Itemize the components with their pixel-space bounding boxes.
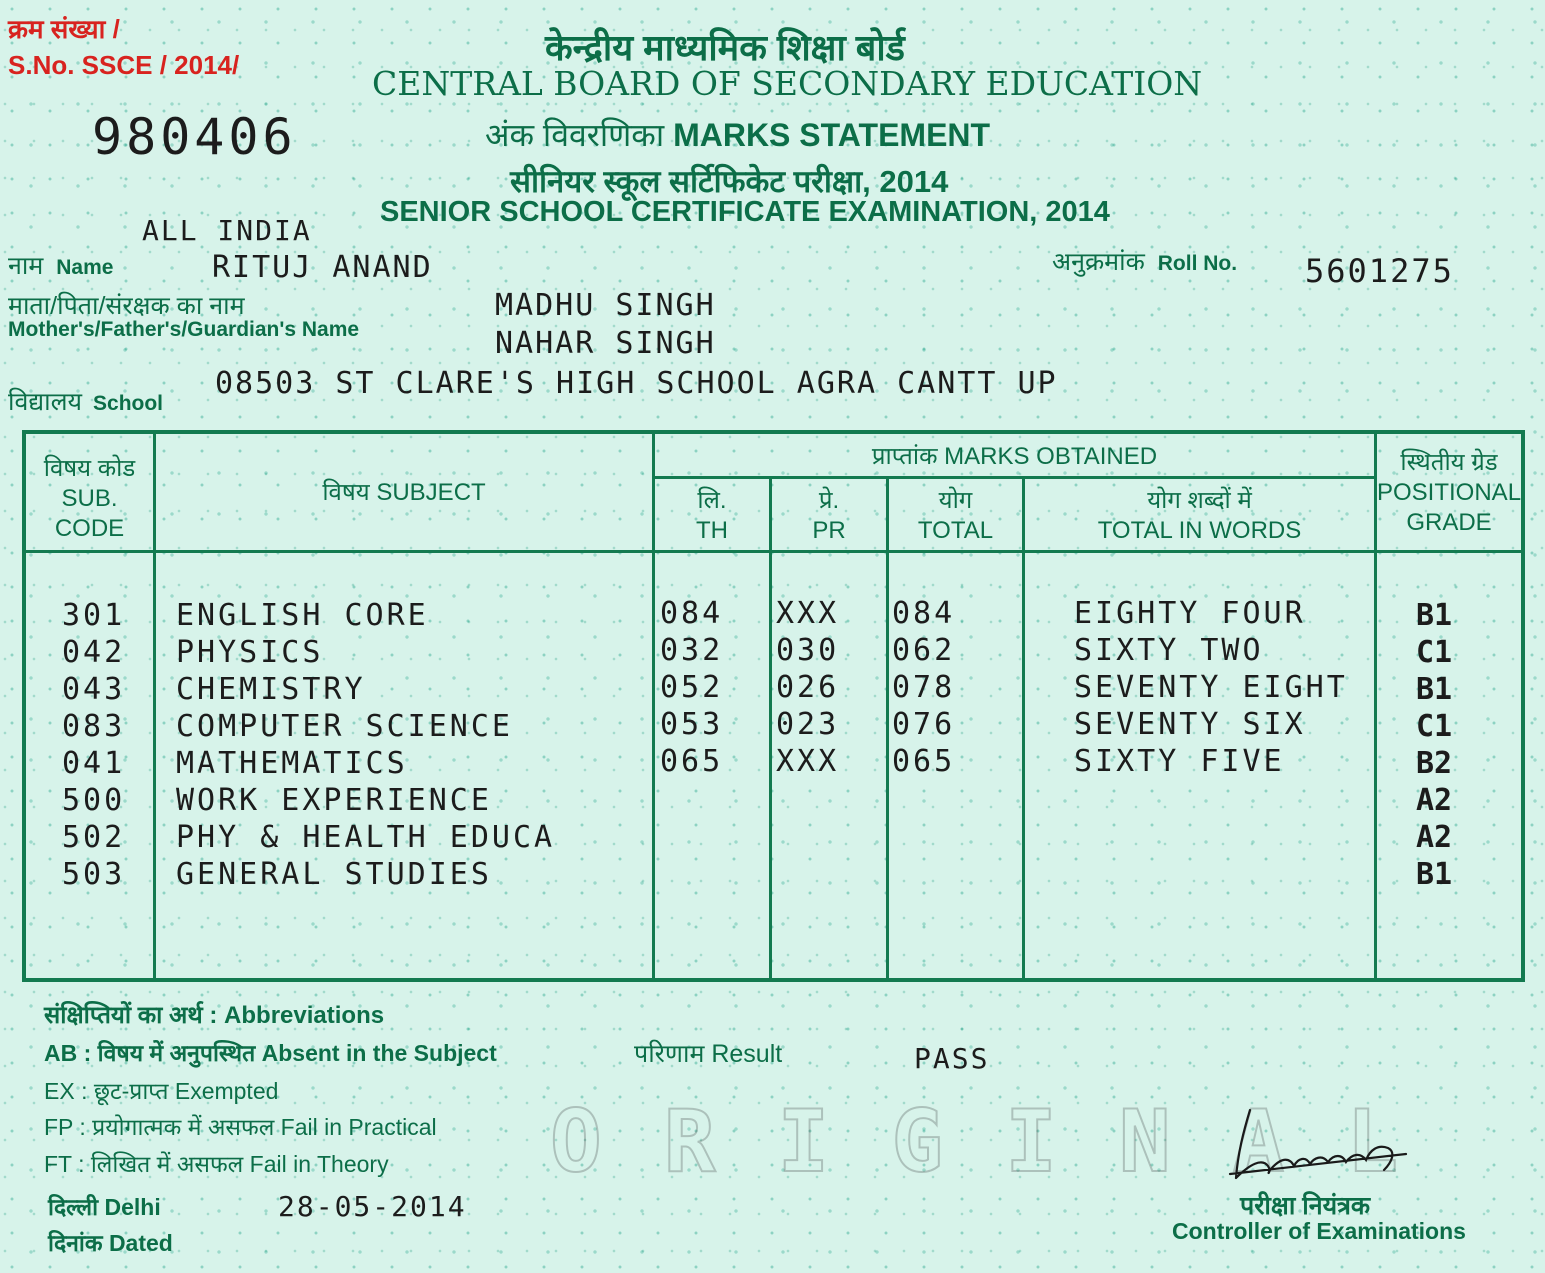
name-label-hindi: नाम: [8, 252, 44, 280]
row-code: 502: [62, 820, 126, 855]
row-grade: A2: [1416, 820, 1453, 855]
row-th: 065: [660, 744, 724, 779]
abbreviation-ft: FT : लिखित में असफल Fail in Theory: [44, 1151, 389, 1177]
row-th: 032: [660, 633, 724, 668]
place-label: दिल्ली Delhi: [48, 1194, 161, 1220]
header-total-english: TOTAL: [917, 517, 994, 544]
parent-label-hindi: माता/पिता/संरक्षक का नाम: [8, 292, 245, 320]
row-subject: COMPUTER SCIENCE: [176, 709, 513, 744]
exam-title-english: SENIOR SCHOOL CERTIFICATE EXAMINATION, 2014: [380, 196, 1110, 228]
name-label-english: Name: [56, 256, 114, 279]
header-code-hindi: विषय कोड: [43, 455, 136, 482]
row-words: SEVENTY SIX: [1074, 707, 1306, 742]
row-code: 500: [62, 783, 126, 818]
header-grade-positional: POSITIONAL: [1377, 479, 1522, 506]
row-grade: B1: [1416, 857, 1453, 892]
school-name: 08503 ST CLARE'S HIGH SCHOOL AGRA CANTT UP: [215, 366, 1058, 401]
row-grade: B1: [1416, 672, 1453, 707]
header-th-english: TH: [696, 517, 728, 544]
controller-title-english: Controller of Examinations: [1172, 1218, 1466, 1244]
row-subject: CHEMISTRY: [176, 672, 366, 707]
header-subject: विषय SUBJECT: [322, 479, 486, 506]
row-grade: C1: [1416, 635, 1453, 670]
header-pr-english: PR: [812, 517, 846, 544]
row-words: SEVENTY EIGHT: [1074, 670, 1348, 705]
issue-date: 28-05-2014: [278, 1190, 467, 1223]
name-label: [8, 248, 113, 282]
result-label: परिणाम Result: [634, 1040, 783, 1068]
row-code: 042: [62, 635, 126, 670]
serial-label-english: S.No. SSCE / 2014/: [8, 50, 240, 80]
roll-label-english: Roll No.: [1157, 252, 1238, 275]
roll-label-hindi: अनुक्रमांक: [1052, 248, 1145, 276]
divider-total-words: [1022, 478, 1025, 978]
candidate-name: RITUJ ANAND: [212, 250, 433, 285]
row-grade: B1: [1416, 598, 1453, 633]
school-label-english: School: [93, 392, 164, 415]
header-th-hindi: लि.: [697, 487, 727, 514]
row-th: 052: [660, 670, 724, 705]
row-subject: WORK EXPERIENCE: [176, 783, 492, 818]
board-name-english: CENTRAL BOARD OF SECONDARY EDUCATION: [372, 64, 1203, 103]
header-pr-hindi: प्रे.: [818, 487, 840, 514]
row-subject: PHY & HEALTH EDUCA: [176, 820, 556, 855]
header-words-english: TOTAL IN WORDS: [1097, 517, 1302, 544]
serial-number: 980406: [92, 108, 297, 166]
header-total-words: [1025, 486, 1374, 546]
header-total-hindi: योग: [938, 487, 973, 514]
statement-title: [485, 113, 990, 156]
header-code-code: CODE: [54, 515, 125, 542]
region-label: ALL INDIA: [142, 214, 312, 247]
row-total: 084: [892, 596, 956, 631]
row-total: 065: [892, 744, 956, 779]
row-pr: XXX: [776, 744, 840, 779]
header-grade: [1377, 448, 1521, 538]
header-total: [889, 486, 1022, 546]
row-th: 053: [660, 707, 724, 742]
row-pr: 026: [776, 670, 840, 705]
header-sub-code: [26, 454, 153, 544]
row-total: 078: [892, 670, 956, 705]
row-subject: PHYSICS: [176, 635, 324, 670]
exam-title-hindi: सीनियर स्कूल सर्टिफिकेट परीक्षा, 2014: [510, 164, 949, 199]
original-watermark: ORIGINAL: [550, 1092, 1461, 1192]
row-grade: B2: [1416, 746, 1453, 781]
row-subject: ENGLISH CORE: [176, 598, 429, 633]
header-grade-hindi: स्थितीय ग्रेड: [1400, 449, 1498, 476]
row-words: SIXTY TWO: [1074, 633, 1264, 668]
header-pr: [772, 486, 886, 546]
statement-title-english: MARKS STATEMENT: [673, 117, 991, 153]
abbreviations-title: संक्षिप्तियों का अर्थ : Abbreviations: [44, 1002, 385, 1029]
row-code: 043: [62, 672, 126, 707]
abbreviation-fp: FP : प्रयोगात्मक में असफल Fail in Practical: [44, 1114, 437, 1140]
abbreviation-ab: AB : विषय में अनुपस्थित Absent in the Subject: [44, 1040, 497, 1066]
controller-signature: [1210, 1100, 1420, 1190]
marks-table: [22, 430, 1525, 982]
board-name-hindi: केन्द्रीय माध्यमिक शिक्षा बोर्ड: [545, 27, 905, 68]
school-label: [8, 384, 163, 418]
roll-label: [1052, 244, 1237, 278]
statement-title-hindi: अंक विवरणिका: [485, 117, 665, 153]
row-pr: XXX: [776, 596, 840, 631]
row-code: 301: [62, 598, 126, 633]
row-subject: GENERAL STUDIES: [176, 857, 492, 892]
parent-label-english: Mother's/Father's/Guardian's Name: [8, 318, 360, 341]
header-th: [655, 486, 769, 546]
header-code-sub: SUB.: [61, 485, 118, 512]
row-grade: A2: [1416, 783, 1453, 818]
header-bottom-divider: [26, 550, 1521, 553]
row-pr: 030: [776, 633, 840, 668]
header-grade-grade: GRADE: [1406, 509, 1492, 536]
roll-number: 5601275: [1305, 252, 1454, 290]
abbreviation-ex: EX : छूट-प्राप्त Exempted: [44, 1078, 279, 1104]
divider-code-subject: [153, 434, 156, 978]
mother-name: MADHU SINGH: [495, 288, 716, 323]
divider-th-pr: [769, 478, 772, 978]
row-grade: C1: [1416, 709, 1453, 744]
divider-pr-total: [886, 478, 889, 978]
row-total: 076: [892, 707, 956, 742]
row-total: 062: [892, 633, 956, 668]
row-code: 503: [62, 857, 126, 892]
dated-label: दिनांक Dated: [48, 1230, 173, 1256]
row-code: 083: [62, 709, 126, 744]
header-words-hindi: योग शब्दों में: [1147, 487, 1252, 514]
header-marks-obtained: प्राप्तांक MARKS OBTAINED: [871, 443, 1158, 470]
row-words: EIGHTY FOUR: [1074, 596, 1306, 631]
marks-header-divider: [652, 476, 1374, 479]
row-pr: 023: [776, 707, 840, 742]
row-subject: MATHEMATICS: [176, 746, 408, 781]
serial-label-hindi: क्रम संख्या /: [8, 14, 120, 44]
father-name: NAHAR SINGH: [495, 326, 716, 361]
row-words: SIXTY FIVE: [1074, 744, 1285, 779]
row-th: 084: [660, 596, 724, 631]
result-value: PASS: [914, 1042, 990, 1075]
controller-title-hindi: परीक्षा नियंत्रक: [1240, 1192, 1371, 1220]
school-label-hindi: विद्यालय: [8, 388, 83, 416]
row-code: 041: [62, 746, 126, 781]
